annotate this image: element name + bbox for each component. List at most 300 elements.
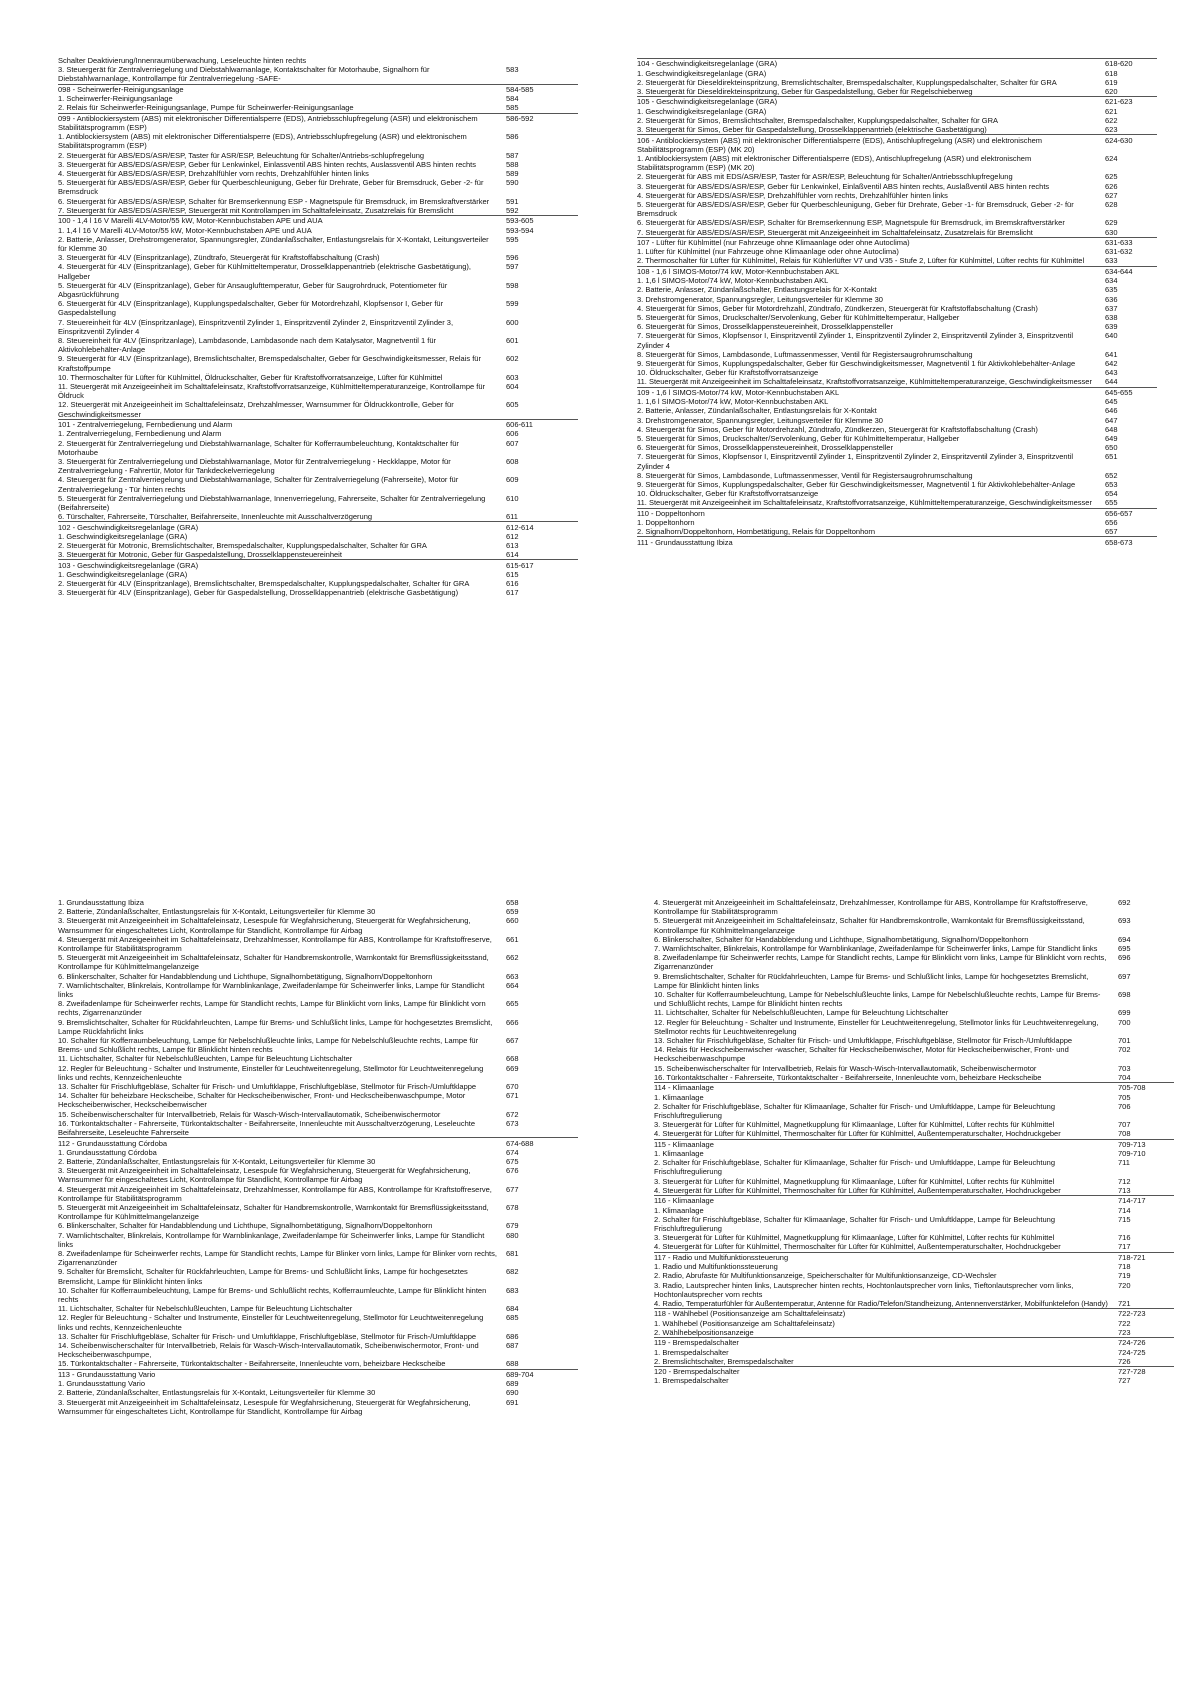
entry-title: 11. Steuergerät mit Anzeigeeinheit im Schalttafeleinsatz, Kraftstoffvorratsanzeige, Kühlmitteltemperaturanzeige, Geschwindigkeitsmesser — [637, 498, 1092, 508]
entry-title: 1. Bremspedalschalter — [654, 1376, 729, 1386]
entry-pages: 609 — [506, 475, 519, 485]
index-entry-row — [654, 944, 1174, 953]
entry-title: 100 - 1,4 l 16 V Marelli 4LV-Motor/55 kW, Motor-Kennbuchstaben APE und AUA — [58, 216, 323, 226]
index-entry-row — [637, 489, 1157, 498]
entry-pages: 583 — [506, 65, 519, 75]
index-entry-row — [58, 1379, 578, 1388]
section-heading-row — [58, 84, 578, 95]
index-entry-row — [637, 471, 1157, 480]
index-entry-row — [58, 1036, 578, 1054]
entry-title: 1. Klimaanlage — [654, 1149, 704, 1159]
entry-pages: 615 — [506, 569, 519, 579]
entry-pages: 606-611 — [506, 420, 533, 430]
index-entry-row — [637, 350, 1157, 359]
index-entry-row — [637, 527, 1157, 536]
entry-title: 3. Steuergerät für 4LV (Einspritzanlage), Zündtrafo, Steuergerät für Kraftstoffabschaltung (Crash) — [58, 253, 380, 263]
entry-title: 11. Lichtschalter, Schalter für Nebelschlußleuchten, Lampe für Beleuchtung Lichtschalter — [654, 1008, 949, 1018]
entry-pages: 721 — [1118, 1298, 1131, 1308]
entry-pages: 723 — [1118, 1327, 1131, 1337]
entry-title: 14. Scheibenwischerschalter für Intervallbetrieb, Relais für Wasch-Wisch-Intervallautomatik, Scheibenwischermotor, Front- und Heckscheibenwaschpumpe, — [58, 1341, 479, 1360]
index-entry-row — [637, 434, 1157, 443]
entry-pages: 625 — [1105, 172, 1118, 182]
index-entry-row — [654, 1271, 1174, 1280]
index-entry-row — [654, 1319, 1174, 1328]
entry-pages: 713 — [1118, 1185, 1131, 1195]
entry-pages: 722 — [1118, 1318, 1131, 1328]
entry-title: 2. Steuergerät für Motronic, Bremslichtschalter, Bremspedalschalter, Kupplungspedalschalter, Schalter für GRA — [58, 541, 427, 551]
index-entry-row — [58, 1286, 578, 1304]
entry-title: 2. Steuergerät für ABS/EDS/ASR/ESP, Taster für ASR/ESP, Beleuchtung für Schalter/Antriebs-schlupfregelung — [58, 150, 425, 160]
entry-title: 1. 1,4 l 16 V Marelli 4LV-Motor/55 kW, Motor-Kennbuchstaben APE und AUA — [58, 225, 312, 235]
entry-title: 2. Batterie, Anlasser, Zündanlaßschalter, Entlastungsrelais für X-Kontakt — [637, 406, 877, 416]
entry-title: 11. Lichtschalter, Schalter für Nebelschlußleuchten, Lampe für Beleuchtung Lichtschalter — [58, 1054, 353, 1064]
entry-title: 6. Steuergerät für Simos, Drosselklappensteuereinheit, Drosselklappensteller — [637, 443, 893, 453]
index-entry-row — [58, 1054, 578, 1063]
entry-title: 3. Steuergerät für ABS/EDS/ASR/ESP, Geber für Lenkwinkel, Einlassventil ABS hinten rechts, Auslassventil ABS hinten rechts — [58, 159, 476, 169]
index-entry-row — [58, 226, 578, 235]
index-entry-row — [58, 1119, 578, 1137]
index-entry-row — [654, 1348, 1174, 1357]
entry-title: 3. Drehstromgenerator, Spannungsregler, Leitungsverteiler für Klemme 30 — [637, 415, 883, 425]
entry-pages: 724-726 — [1118, 1338, 1146, 1348]
entry-title: 10. Schalter für Kofferraumbeleuchtung, Lampe für Nebelschlußleuchte links, Lampe für Nebelschlußleuchte rechts, Lampe für Brems- und Schlußlicht rechts, Lampe für Blinklicht hinten rechts — [654, 990, 1101, 1009]
index-entry-row — [654, 1376, 1174, 1385]
index-entry-row — [654, 1018, 1174, 1036]
entry-title: 3. Steuergerät für Zentralverriegelung und Diebstahlwarnanlage, Motor für Zentralverriegelung - Heckklappe, Motor für Zentralverriegelung - Fahrertür, Motor für Tankdeckelverriegelung — [58, 456, 451, 476]
index-entry-row — [637, 518, 1157, 527]
entry-title: 120 - Bremspedalschalter — [654, 1367, 740, 1377]
entry-pages: 709-710 — [1118, 1149, 1146, 1159]
entry-title: 2. Schalter für Frischluftgebläse, Schalter für Klimaanlage, Schalter für Frisch- und Umluftklappe, Lampe für Beleuchtung Frischluftregulierung — [654, 1101, 1056, 1120]
section-heading-row — [637, 96, 1157, 107]
entry-title: 2. Bremslichtschalter, Bremspedalschalter — [654, 1356, 794, 1366]
entry-title: 6. Steuergerät für 4LV (Einspritzanlage), Kupplungspedalschalter, Geber für Motordrehzahl, Klopfsensor I, Geber für Gaspedalstellung — [58, 299, 444, 318]
index-entry-row — [637, 182, 1157, 191]
index-entry-row — [58, 262, 578, 280]
entry-title: 115 - Klimaanlage — [654, 1139, 714, 1149]
entry-title: 10. Schalter für Kofferraumbeleuchtung, Lampe für Nebelschlußleuchte links, Lampe für Nebelschlußleuchte rechts, Lampe für Brems- und Schlußlicht rechts, Lampe für Blinklicht hinten rechts — [58, 1036, 479, 1055]
entry-pages: 650 — [1105, 443, 1118, 453]
entry-pages: 601 — [506, 335, 519, 345]
entry-pages: 714-717 — [1118, 1196, 1146, 1206]
index-entry-row — [654, 1149, 1174, 1158]
section-heading-row — [58, 113, 578, 133]
index-entry-row — [637, 304, 1157, 313]
entry-pages: 692 — [1118, 898, 1131, 907]
index-entry-row — [58, 1341, 578, 1359]
index-entry-row — [637, 218, 1157, 227]
entry-pages: 591 — [506, 196, 519, 206]
entry-pages: 635 — [1105, 285, 1118, 295]
index-entry-row — [58, 299, 578, 317]
entry-pages: 603 — [506, 372, 519, 382]
index-entry-row — [654, 1102, 1174, 1120]
entry-pages: 645 — [1105, 397, 1118, 407]
index-entry-row — [654, 916, 1174, 934]
entry-title: 1. Grundausstattung Ibiza — [58, 898, 144, 907]
index-entry-row — [654, 1120, 1174, 1129]
entry-title: 117 - Radio und Multifunktionssteuerung — [654, 1252, 789, 1262]
entry-title: 1. Antiblockiersystem (ABS) mit elektronischer Differentialsperre (EDS), Antriebsschlupfregelung (ASR) und elektronischem Stabilitätsprogramm (ESP) — [58, 132, 467, 151]
entry-title: 11. Lichtschalter, Schalter für Nebelschlußleuchten, Lampe für Beleuchtung Lichtschalter — [58, 1304, 353, 1314]
index-entry-row — [637, 107, 1157, 116]
index-entry-row — [637, 191, 1157, 200]
entry-pages: 651 — [1105, 452, 1118, 462]
entry-title: 15. Scheibenwischerschalter für Intervallbetrieb, Relais für Wasch-Wisch-Intervallautomatik, Scheibenwischermotor — [654, 1063, 1037, 1073]
entry-pages: 598 — [506, 280, 519, 290]
index-entry-row — [654, 1242, 1174, 1251]
index-entry-row — [58, 457, 578, 475]
entry-title: 110 - Doppeltonhorn — [637, 508, 705, 518]
entry-title: 11. Steuergerät mit Anzeigeeinheit im Schalttafeleinsatz, Kraftstoffvorratsanzeige, Kühlmitteltemperaturanzeige, Geschwindigkeitsmesser — [637, 377, 1092, 387]
index-entry-row — [58, 318, 578, 336]
entry-title: 3. Steuergerät für 4LV (Einspritzanlage), Geber für Gaspedalstellung, Drosselklappenantrieb (elektrische Gasbetätigung) — [58, 588, 459, 598]
section-heading-row — [58, 215, 578, 226]
entry-title: 7. Steuereinheit für 4LV (Einspritzanlage), Einspritzventil Zylinder 1, Einspritzventil Zylinder 2, Einspritzventil Zylinder 3, Einspritzventil Zylinder 4 — [58, 317, 454, 336]
entry-title: 1. Zentralverriegelung, Fernbedienung und Alarm — [58, 429, 222, 439]
entry-pages: 627 — [1105, 190, 1118, 200]
entry-pages: 677 — [506, 1184, 519, 1194]
entry-title: 2. Thermoschalter für Lüfter für Kühlmittel, Relais für Kühlerlüfter V7 und V35 - Stufe 2, Lüfter für Kühlmittel, Lüfter rechts für Kühlmittel — [637, 256, 1085, 266]
index-entry-row — [637, 256, 1157, 265]
entry-title: 103 - Geschwindigkeitsregelanlage (GRA) — [58, 560, 199, 570]
index-column-1 — [58, 56, 578, 598]
index-entry-row — [654, 1073, 1174, 1082]
entry-pages: 685 — [506, 1313, 519, 1323]
entry-title: 6. Steuergerät für Simos, Drosselklappensteuereinheit, Drosselklappensteller — [637, 322, 893, 332]
entry-pages: 595 — [506, 234, 519, 244]
entry-pages: 675 — [506, 1156, 519, 1166]
index-entry-row — [654, 1233, 1174, 1242]
entry-title: 1. Lüfter für Kühlmittel (nur Fahrzeuge ohne Klimaanlage oder ohne Autoclima) — [637, 247, 899, 257]
index-entry-row — [654, 1045, 1174, 1063]
entry-pages: 658 — [506, 898, 519, 907]
index-entry-row — [637, 313, 1157, 322]
entry-title: 2. Steuergerät für Zentralverriegelung und Diebstahlwarnanlage, Schalter für Kofferraumbeleuchtung, Kontaktschalter für Motorhaube — [58, 438, 459, 457]
entry-title: 7. Steuergerät für ABS/EDS/ASR/ESP, Steuergerät mit Kontrollampen im Schalttafeleinsatz, Zusatzrelais für Bremslicht — [58, 205, 454, 215]
index-entry-row — [58, 550, 578, 559]
entry-pages: 616 — [506, 579, 519, 589]
entry-pages: 596 — [506, 253, 519, 263]
entry-title: 114 - Klimaanlage — [654, 1083, 714, 1093]
index-entry-row — [58, 999, 578, 1017]
index-entry-row — [654, 1186, 1174, 1195]
index-entry-row — [58, 1185, 578, 1203]
entry-title: 113 - Grundausstattung Vario — [58, 1369, 156, 1379]
entry-pages: 661 — [506, 934, 519, 944]
index-entry-row — [58, 953, 578, 971]
index-column-2 — [637, 58, 1157, 547]
entry-title: 1. Antiblockiersystem (ABS) mit elektronischer Differentialsperre (EDS), Antischlupfregelung (ASR) und elektronischem Stabilitätsprogramm (ESP) (MK 20) — [637, 153, 1032, 173]
entry-pages: 611 — [506, 512, 518, 522]
entry-pages: 633 — [1105, 256, 1118, 266]
entry-pages: 662 — [506, 953, 519, 963]
entry-pages: 649 — [1105, 433, 1118, 443]
entry-title: 6. Blinkerschalter, Schalter für Handabblendung und Lichthupe, Signalhornbetätigung, Signalhorn/Doppeltonhorn — [654, 934, 1029, 944]
entry-title: 2. Steuergerät für ABS mit EDS/ASR/ESP, Taster für ASR/ESP, Beleuchtung für Schalter/Antriebsschlupfregelung — [637, 172, 1013, 182]
index-entry-row — [637, 397, 1157, 406]
index-entry-row — [58, 132, 578, 150]
entry-title: 5. Steuergerät mit Anzeigeeinheit im Schalttafeleinsatz, Schalter für Handbremskontrolle, Warnkontakt für Bremsflüssigkeitsstand, Kontrollampe für Kühlmittelmangelanzeige — [654, 916, 1085, 935]
entry-title: 1. 1,6 l SIMOS-Motor/74 kW, Motor-Kennbuchstaben AKL — [637, 276, 829, 286]
entry-pages: 586 — [506, 132, 519, 142]
index-entry-row — [58, 1398, 578, 1416]
entry-title: 5. Steuergerät mit Anzeigeeinheit im Schalttafeleinsatz, Schalter für Handbremskontrolle, Warnkontakt für Bremsflüssigkeitsstand, Kontrollampe für Kühlmittelmangelanzeige — [58, 1203, 489, 1222]
entry-title: 6. Türschalter, Fahrerseite, Türschalter, Beifahrerseite, Innenleuchte mit Ausschaltverzögerung — [58, 512, 373, 522]
entry-title: 107 - Lüfter für Kühlmittel (nur Fahrzeuge ohne Klimaanlage oder ohne Autoclima) — [637, 238, 910, 248]
index-entry-row — [58, 972, 578, 981]
entry-pages: 706 — [1118, 1101, 1131, 1111]
entry-pages: 670 — [506, 1082, 519, 1092]
entry-title: 1. Klimaanlage — [654, 1205, 704, 1215]
entry-title: 3. Steuergerät für Lüfter für Kühlmittel, Magnetkupplung für Klimaanlage, Lüfter für Kühlmittel, Lüfter rechts für Kühlmittel — [654, 1120, 1055, 1130]
section-heading-row — [654, 1139, 1174, 1150]
index-entry-row — [58, 475, 578, 493]
index-entry-row — [637, 331, 1157, 349]
entry-title: 2. Schalter für Frischluftgebläse, Schalter für Klimaanlage, Schalter für Frisch- und Umluftklappe, Lampe für Beleuchtung Frischluftregulierung — [654, 1158, 1056, 1177]
entry-title: 3. Steuergerät mit Anzeigeeinheit im Schalttafeleinsatz, Lesespule für Wegfahrsicherung, Steuergerät für Wegfahrsicherung, Warnsummer für eingeschaltetes Licht, Kontrollampe für Standlicht, Kontrollampe für Airbag — [58, 916, 471, 935]
entry-title: 12. Regler für Beleuchtung - Schalter und Instrumente, Einsteller für Leuchtweitenregelung, Stellmotor links für Leuchtweitenregelung, Stellmotor rechts für Leuchtweitenregelung — [654, 1017, 1099, 1036]
entry-title: 102 - Geschwindigkeitsregelanlage (GRA) — [58, 522, 199, 532]
entry-pages: 658-673 — [1105, 537, 1133, 547]
entry-title: 3. Steuergerät für Motronic, Geber für Gaspedalstellung, Drosselklappensteuereinheit — [58, 550, 342, 560]
entry-pages: 617 — [506, 588, 519, 598]
index-entry-row — [58, 1166, 578, 1184]
entry-pages: 626 — [1105, 181, 1118, 191]
entry-pages: 618-620 — [1105, 59, 1133, 69]
entry-title: 2. Steuergerät für 4LV (Einspritzanlage), Bremslichtschalter, Bremspedalschalter, Kupplungspedalschalter, Schalter für GRA — [58, 579, 470, 589]
index-entry-row — [654, 1008, 1174, 1017]
entry-title: 9. Steuergerät für Simos, Kupplungspedalschalter, Geber für Geschwindigkeitsmesser, Magnetventil 1 für Aktivkohlebehälter-Anlage — [637, 358, 1076, 368]
entry-title: 5. Steuergerät für Zentralverriegelung und Diebstahlwarnanlage, Innenverriegelung, Fahrerseite, Schalter für Zentralverriegelung (Beifahrerseite) — [58, 493, 486, 512]
entry-pages: 587 — [506, 150, 519, 160]
section-heading-row — [58, 1137, 578, 1148]
entry-pages: 593-594 — [506, 225, 534, 235]
entry-title: 13. Schalter für Frischluftgebläse, Schalter für Frisch- und Umluftklappe, Frischluftgebläse, Stellmotor für Frisch-/Umluftklappe — [58, 1331, 477, 1341]
entry-title: 3. Steuergerät für Zentralverriegelung und Diebstahlwarnanlage, Kontaktschalter für Motorhaube, Signalhorn für Diebstahlwarnanlage, Kontrollampe für Zentralverriegelung -SAFE- — [58, 65, 430, 84]
entry-title: 109 - 1,6 l SIMOS-Motor/74 kW, Motor-Kennbuchstaben AKL — [637, 387, 840, 397]
section-heading-row — [637, 134, 1157, 154]
entry-title: 8. Zweifadenlampe für Scheinwerfer rechts, Lampe für Standlicht rechts, Lampe für Blinker vorn links, Lampe für Blinker vorn rechts, Zigarrenanzünder — [58, 1249, 497, 1268]
index-entry-row — [654, 1215, 1174, 1233]
entry-pages: 640 — [1105, 331, 1118, 341]
entry-pages: 638 — [1105, 312, 1118, 322]
entry-title: 6. Blinkerschalter, Schalter für Handabblendung und Lichthupe, Signalhornbetätigung, Signalhorn/Doppeltonhorn — [58, 1221, 433, 1231]
entry-pages: 615-617 — [506, 560, 534, 570]
index-entry-row — [637, 377, 1157, 386]
entry-pages: 691 — [506, 1397, 519, 1407]
entry-title: 4. Steuergerät für Lüfter für Kühlmittel, Thermoschalter für Lüfter für Kühlmittel, Außentemperaturschalter, Hochdruckgeber — [654, 1185, 1061, 1195]
section-heading-row — [654, 1308, 1174, 1319]
entry-pages: 695 — [1118, 944, 1131, 954]
entry-title: 099 - Antiblockiersystem (ABS) mit elektronischer Differentialsperre (EDS), Antriebsschlupfregelung (ASR) und elektronischem Stabilitätsprogramm (ESP) — [58, 113, 478, 133]
entry-title: 9. Schalter für Bremslicht, Schalter für Rückfahrleuchten, Lampe für Brems- und Schlußlicht links, Lampe für hochgesetztes Bremslicht, Lampe für Blinklicht hinten links — [58, 1267, 468, 1286]
entry-title: 13. Schalter für Frischluftgebläse, Schalter für Frisch- und Umluftklappe, Frischluftgebläse, Stellmotor für Frisch-/Umluftklappe — [654, 1036, 1073, 1046]
index-entry-row — [637, 285, 1157, 294]
entry-pages: 623 — [1105, 125, 1118, 135]
section-heading-row — [58, 419, 578, 430]
index-entry-row — [654, 1158, 1174, 1176]
entry-pages: 622 — [1105, 115, 1118, 125]
index-entry-row — [58, 336, 578, 354]
entry-pages: 715 — [1118, 1214, 1131, 1224]
index-entry-row — [637, 125, 1157, 134]
index-entry-row — [58, 935, 578, 953]
entry-pages: 656 — [1105, 518, 1118, 528]
index-entry-row — [58, 65, 578, 83]
entry-pages: 621-623 — [1105, 97, 1133, 107]
section-heading-row — [654, 1337, 1174, 1348]
index-entry-row — [58, 235, 578, 253]
entry-title: 1. Bremspedalschalter — [654, 1347, 729, 1357]
entry-pages: 624-630 — [1105, 135, 1133, 145]
index-entry-row — [58, 1332, 578, 1341]
entry-pages: 678 — [506, 1203, 519, 1212]
section-heading-row — [654, 1252, 1174, 1263]
index-entry-row — [58, 1313, 578, 1331]
entry-pages: 586-592 — [506, 113, 534, 123]
entry-title: 3. Steuergerät für Lüfter für Kühlmittel, Magnetkupplung für Klimaanlage, Lüfter für Kühlmittel, Lüfter rechts für Kühlmittel — [654, 1176, 1055, 1186]
index-entry-row — [654, 972, 1174, 990]
index-entry-row — [58, 541, 578, 550]
entry-title: 119 - Bremspedalschalter — [654, 1338, 739, 1348]
entry-pages: 722-723 — [1118, 1309, 1146, 1319]
index-column-4 — [654, 898, 1174, 1386]
entry-title: 5. Steuergerät für ABS/EDS/ASR/ESP, Geber für Querbeschleunigung, Geber für Drehrate, Geber für Bremsdruck, Geber -2- für Bremsdruck — [58, 178, 484, 197]
index-entry-row — [637, 228, 1157, 237]
entry-title: 8. Zweifadenlampe für Scheinwerfer rechts, Lampe für Standlicht rechts, Lampe für Blinklicht vorn links, Lampe für Blinklicht vorn rechts, Zigarrenanzünder — [58, 999, 486, 1018]
entry-title: 104 - Geschwindigkeitsregelanlage (GRA) — [637, 59, 778, 69]
entry-pages: 648 — [1105, 424, 1118, 434]
entry-title: 2. Schalter für Frischluftgebläse, Schalter für Klimaanlage, Schalter für Frisch- und Umluftklappe, Lampe für Beleuchtung Frischluftregulierung — [654, 1214, 1056, 1233]
entry-title: 2. Steuergerät für Simos, Bremslichtschalter, Bremspedalschalter, Kupplungspedalschalter, Schalter für GRA — [637, 115, 999, 125]
index-entry-row — [654, 1064, 1174, 1073]
entry-title: 3. Steuergerät für Simos, Geber für Gaspedalstellung, Drosselklappenantrieb (elektrische Gasbetätigung) — [637, 125, 987, 135]
entry-title: 4. Steuergerät mit Anzeigeeinheit im Schalttafeleinsatz, Drehzahlmesser, Kontrollampe für ABS, Kontrollampe für Kraftstoffreserve, Kontrollampe für Stabilitätsprogramm — [58, 1184, 492, 1203]
entry-title: 5. Steuergerät für ABS/EDS/ASR/ESP, Geber für Querbeschleunigung, Geber für Drehrate, Geber -1- für Bremsdruck, Geber -2- für Bremsdruck — [637, 199, 1074, 219]
entry-pages: 600 — [506, 317, 519, 327]
entry-title: 6. Steuergerät für ABS/EDS/ASR/ESP, Schalter für Bremserkennung ESP, Magnetspule für Bremsdruck, im Bremskraftverstärker — [637, 218, 1065, 228]
entry-pages: 717 — [1118, 1242, 1131, 1252]
entry-pages: 655 — [1105, 498, 1118, 508]
entry-pages: 718-721 — [1118, 1252, 1146, 1262]
section-heading-row — [58, 1369, 578, 1380]
entry-title: 1. Scheinwerfer-Reinigungsanlage — [58, 94, 173, 104]
entry-pages: 589 — [506, 169, 519, 179]
entry-pages: 697 — [1118, 971, 1131, 981]
index-entry-row — [58, 1091, 578, 1109]
entry-pages: 613 — [506, 541, 519, 551]
index-entry-row — [637, 322, 1157, 331]
entry-pages: 630 — [1105, 227, 1118, 237]
entry-title: 9. Steuergerät für 4LV (Einspritzanlage), Bremslichtschalter, Bremspedalschalter, Geber für Geschwindigkeitsmesser, Relais für Kraftstoffpumpe — [58, 354, 481, 373]
index-entry-row — [637, 443, 1157, 452]
entry-pages: 612-614 — [506, 522, 534, 532]
entry-title: 9. Steuergerät für Simos, Kupplungspedalschalter, Geber für Geschwindigkeitsmesser, Magnetventil 1 für Aktivkohlebehälter-Anlage — [637, 479, 1076, 489]
section-heading-row — [654, 1366, 1174, 1377]
entry-title: 7. Steuergerät für Simos, Klopfsensor I, Einspritzventil Zylinder 1, Einspritzventil Zylinder 2, Einspritzventil Zylinder 3, Einspritzventil Zylinder 4 — [637, 331, 1074, 350]
entry-title: 3. Steuergerät für ABS/EDS/ASR/ESP, Geber für Lenkwinkel, Einlaßventil ABS hinten rechts, Auslaßventil ABS hinten rechts — [637, 181, 1050, 191]
entry-pages: 652 — [1105, 470, 1118, 480]
entry-pages: 618 — [1105, 68, 1118, 78]
entry-pages: 657 — [1105, 527, 1118, 537]
entry-title: 1. Radio und Multifunktionssteuerung — [654, 1262, 778, 1272]
entry-pages: 672 — [506, 1109, 519, 1119]
entry-title: 8. Zweifadenlampe für Scheinwerfer rechts, Lampe für Standlicht rechts, Lampe für Blinklicht vorn links, Lampe für Blinklicht vorn rechts, Zigarrenanzünder — [654, 953, 1107, 972]
section-heading-row — [637, 266, 1157, 277]
entry-title: 1. Geschwindigkeitsregelanlage (GRA) — [58, 569, 188, 579]
entry-pages: 621 — [1105, 106, 1118, 116]
entry-title: 5. Steuergerät mit Anzeigeeinheit im Schalttafeleinsatz, Schalter für Handbremskontrolle, Warnkontakt für Bremsflüssigkeitsstand, Kontrollampe für Kühlmittelmangelanzeige — [58, 953, 489, 972]
entry-title: 3. Steuergerät mit Anzeigeeinheit im Schalttafeleinsatz, Lesespule für Wegfahrsicherung, Steuergerät für Wegfahrsicherung, Warnsummer für eingeschaltetes Licht, Kontrollampe für Standlicht, Kontrollampe für Airbag — [58, 1166, 471, 1185]
entry-pages: 597 — [506, 262, 519, 272]
entry-pages: 656-657 — [1105, 508, 1133, 518]
entry-pages: 664 — [506, 980, 519, 990]
index-entry-row — [654, 1357, 1174, 1366]
entry-pages: 703 — [1118, 1063, 1131, 1073]
entry-pages: 709-713 — [1118, 1139, 1146, 1149]
entry-title: 1. Geschwindigkeitsregelanlage (GRA) — [58, 531, 188, 541]
entry-pages: 674 — [506, 1147, 519, 1157]
entry-pages: 602 — [506, 354, 519, 364]
index-entry-row — [58, 1231, 578, 1249]
index-entry-row — [58, 1221, 578, 1230]
index-entry-row — [637, 406, 1157, 415]
entry-pages: 679 — [506, 1221, 519, 1231]
entry-title: 2. Batterie, Anlasser, Drehstromgenerator, Spannungsregler, Zündanlaßschalter, Entlastungsrelais für X-Kontakt, Leitungsverteiler für Klemme 30 — [58, 234, 489, 253]
index-entry-row — [58, 1249, 578, 1267]
entry-title: 15. Scheibenwischerschalter für Intervallbetrieb, Relais für Wasch-Wisch-Intervallautomatik, Scheibenwischermotor — [58, 1109, 441, 1119]
index-entry-row — [58, 1388, 578, 1397]
entry-pages: 711 — [1118, 1158, 1130, 1168]
entry-pages: 599 — [506, 299, 519, 309]
entry-pages: 646 — [1105, 406, 1118, 416]
entry-pages: 610 — [506, 493, 519, 503]
index-entry-row — [58, 1157, 578, 1166]
index-entry-row — [58, 103, 578, 112]
entry-title: 16. Türkontaktschalter - Fahrerseite, Türkontaktschalter - Beifahrerseite, Innenleuchte mit Ausschaltverzögerung, Leseleuchte Beifahrerseite, Leseleuchte Fahrerseite — [58, 1118, 476, 1138]
index-entry-row — [654, 1177, 1174, 1186]
entry-title: 7. Warnlichtschalter, Blinkrelais, Kontrollampe für Warnblinkanlage, Zweifadenlampe für Scheinwerfer links, Lampe für Standlicht links — [58, 980, 485, 1000]
index-entry-row — [654, 1206, 1174, 1215]
index-entry-row — [58, 898, 578, 907]
entry-pages: 687 — [506, 1341, 519, 1351]
entry-pages: 605 — [506, 400, 519, 410]
index-entry-row — [654, 898, 1174, 916]
index-entry-row — [637, 368, 1157, 377]
entry-title: 1. Doppeltonhorn — [637, 518, 695, 528]
entry-pages: 641 — [1105, 349, 1118, 359]
entry-title: 4. Radio, Temperaturfühler für Außentemperatur, Antenne für Radio/Telefon/Standheizung, Antennenverstärker, Mobilfunktelefon (Handy) — [654, 1298, 1108, 1308]
entry-title: 9. Bremslichtschalter, Schalter für Rückfahrleuchten, Lampe für Brems- und Schlußlicht links, Lampe für hochgesetztes Bremslicht, Lampe Rückfahrlicht links — [58, 1017, 493, 1036]
index-entry-row — [637, 359, 1157, 368]
entry-pages: 718 — [1118, 1262, 1131, 1272]
index-entry-row — [58, 1110, 578, 1119]
entry-title: 3. Steuergerät mit Anzeigeeinheit im Schalttafeleinsatz, Lesespule für Wegfahrsicherung, Steuergerät für Wegfahrsicherung, Warnsummer für eingeschaltetes Licht, Kontrollampe für Standlicht, Kontrollampe für Airbag — [58, 1397, 471, 1416]
entry-title: 12. Regler für Beleuchtung - Schalter und Instrumente, Einsteller für Leuchtweitenregelung, Stellmotor für Leuchtweitenregelung links und rechts, Kennzeichenleuchte — [58, 1063, 484, 1082]
index-entry-row — [58, 1148, 578, 1157]
entry-pages: 624 — [1105, 153, 1118, 163]
entry-title: 2. Relais für Scheinwerfer-Reinigungsanlage, Pumpe für Scheinwerfer-Reinigungsanlage — [58, 103, 354, 113]
entry-title: 14. Relais für Heckscheibenwischer -wascher, Schalter für Heckscheibenwischer, Motor für Heckscheibenwischer, Front- und Heckscheibenwaschpumpe — [654, 1045, 1069, 1064]
index-entry-row — [654, 953, 1174, 971]
entry-pages: 714 — [1118, 1205, 1131, 1215]
entry-pages: 631-632 — [1105, 247, 1133, 257]
section-heading-row — [637, 58, 1157, 69]
section-heading-row — [58, 559, 578, 570]
entry-pages: 663 — [506, 971, 519, 981]
index-entry-row — [58, 178, 578, 196]
